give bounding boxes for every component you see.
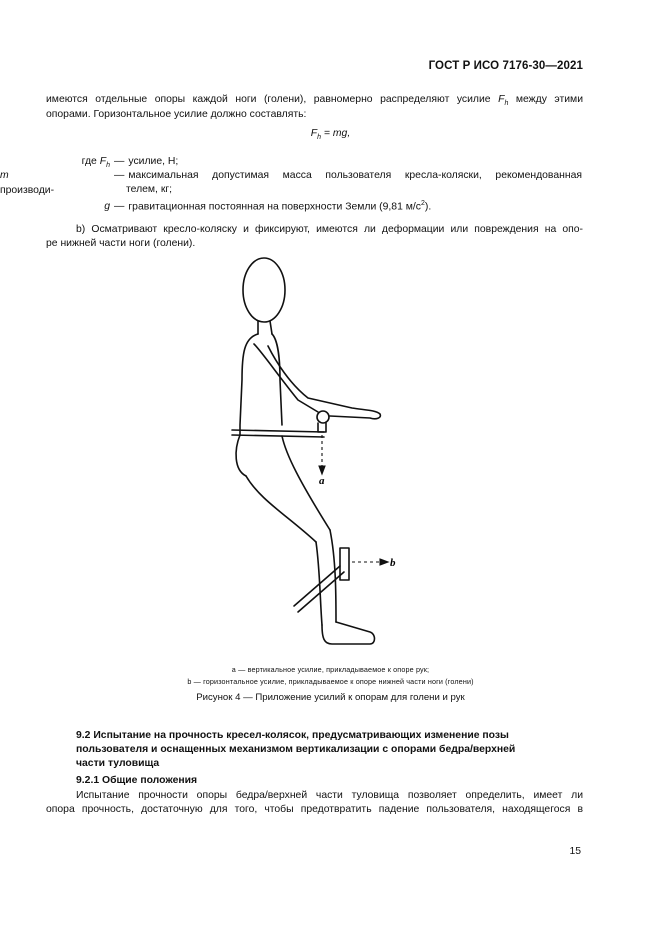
subscript: h — [106, 162, 110, 170]
document-code: ГОСТ Р ИСО 7176-30—2021 — [428, 60, 583, 72]
figure-label-b: b — [390, 557, 396, 569]
hand-knob — [317, 411, 329, 423]
section-heading-line: пользователя и оснащенных механизмом вертикализации с опорами бедра/верхней — [76, 744, 516, 755]
body-line: Испытание прочности опоры бедра/верхней части туловища позволяет определить, имеет ли — [76, 790, 583, 801]
paragraph-line: ре нижней части ноги (голени). — [46, 238, 196, 249]
symbol: F — [99, 156, 107, 167]
paragraph-line: опорами. Горизонтальное усилие должно составлять: — [46, 109, 307, 120]
subscript: h — [504, 100, 509, 108]
subsection-heading: 9.2.1 Общие положения — [76, 775, 198, 786]
force-b-arrowhead — [380, 559, 388, 565]
figure-legend-b: b — горизонтальное усилие, прикладываемое к опоре нижней части ноги (голени) — [187, 677, 474, 686]
force-a-arrowhead — [319, 466, 325, 474]
figure-label-a: a — [319, 475, 325, 487]
thigh — [246, 476, 316, 542]
figure-legend-a: a — вертикальное усилие, прикладываемое к опоре рук; — [231, 665, 430, 674]
shin-front — [330, 530, 336, 622]
upper-arm — [254, 344, 318, 412]
description: усилие, Н; — [128, 156, 179, 167]
description: максимальная допустимая масса пользователя кресла-коляски, рекомендованная производи- — [0, 170, 582, 196]
section-heading-line: части туловища — [76, 758, 160, 769]
formula — [0, 128, 661, 141]
figure-caption: Рисунок 4 — Приложение усилий к опорам для голени и рук — [196, 692, 465, 703]
where-lead: где — [81, 156, 100, 167]
hand-support — [318, 423, 326, 432]
head — [243, 258, 285, 322]
page-number: 15 — [569, 846, 581, 857]
variable: F — [498, 94, 505, 105]
paragraph-line: b) Осматривают кресло-коляску и фиксируют, имеются ли деформации или повреждения на опо- — [76, 224, 583, 235]
text-segment: между этими — [508, 94, 583, 105]
hip-bar — [232, 430, 324, 437]
where-item — [0, 168, 582, 198]
chest — [272, 334, 282, 425]
dash: — — [114, 201, 125, 213]
dash: — — [114, 156, 125, 167]
dash: — — [114, 170, 125, 181]
torso — [240, 334, 258, 435]
formula-lhs: F — [310, 128, 318, 139]
description: гравитационная постоянная на поверхности Земли (9,81 м/с — [128, 201, 421, 213]
neck — [258, 321, 272, 334]
text-segment: имеются отдельные опоры каждой ноги (голени), равномерно распределяют усилие — [46, 94, 499, 105]
description-tail: ). — [424, 201, 432, 213]
formula-subscript: h — [317, 134, 322, 142]
formula-rhs: = mg, — [321, 128, 351, 139]
symbol: m — [0, 170, 9, 181]
where-item-continuation: телем, кг; — [126, 184, 173, 195]
symbol: g — [104, 201, 110, 213]
body-line: опора прочность, достаточную для того, чтобы предотвратить падение пользователя, находящегося в — [46, 804, 583, 815]
buttock — [236, 435, 246, 476]
section-heading-line: 9.2 Испытание на прочность кресел-колясок, предусматривающих изменение позы — [76, 730, 509, 741]
foot — [322, 622, 375, 644]
superscript: 2 — [420, 200, 425, 207]
figure-illustration — [220, 250, 420, 655]
where-item — [0, 196, 661, 214]
